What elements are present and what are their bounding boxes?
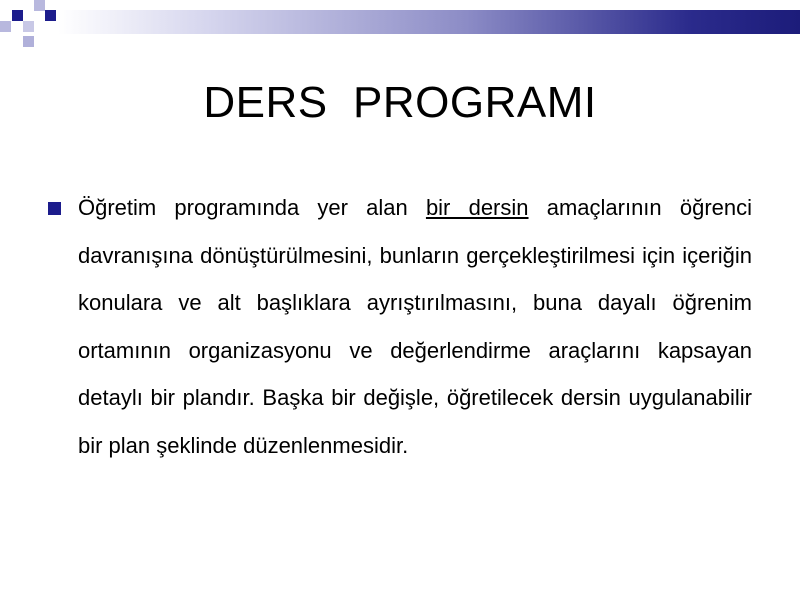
checker-square bbox=[45, 10, 56, 21]
checker-square bbox=[23, 36, 34, 47]
checker-square bbox=[12, 10, 23, 21]
slide-body bbox=[48, 190, 752, 469]
checker-square bbox=[0, 21, 11, 32]
slide-title: DERS PROGRAMI bbox=[203, 78, 597, 127]
top-gradient-band bbox=[58, 10, 800, 34]
checker-square bbox=[34, 0, 45, 11]
body-text-start: Öğretim programında yer alan bbox=[78, 195, 426, 220]
body-text-rest: amaçlarının öğrenci davranışına dönüştürülmesini, bunların gerçekleştirilmesi için içeriğin konulara ve alt başlıklara ayrıştırılmasını, buna dayalı öğrenim ortamının organizasyonu ve değerlendirme araçlarını kapsayan detaylı bir plandır. Başka bir değişle, öğretilecek dersin uygulanabilir bir plan şeklinde düzenlenmesidir. bbox=[78, 195, 753, 458]
checker-square bbox=[23, 21, 34, 32]
body-paragraph bbox=[78, 184, 752, 469]
checker-decoration-icon bbox=[0, 0, 64, 56]
square-bullet-icon bbox=[48, 202, 61, 215]
underlined-term: bir dersin bbox=[425, 195, 529, 220]
